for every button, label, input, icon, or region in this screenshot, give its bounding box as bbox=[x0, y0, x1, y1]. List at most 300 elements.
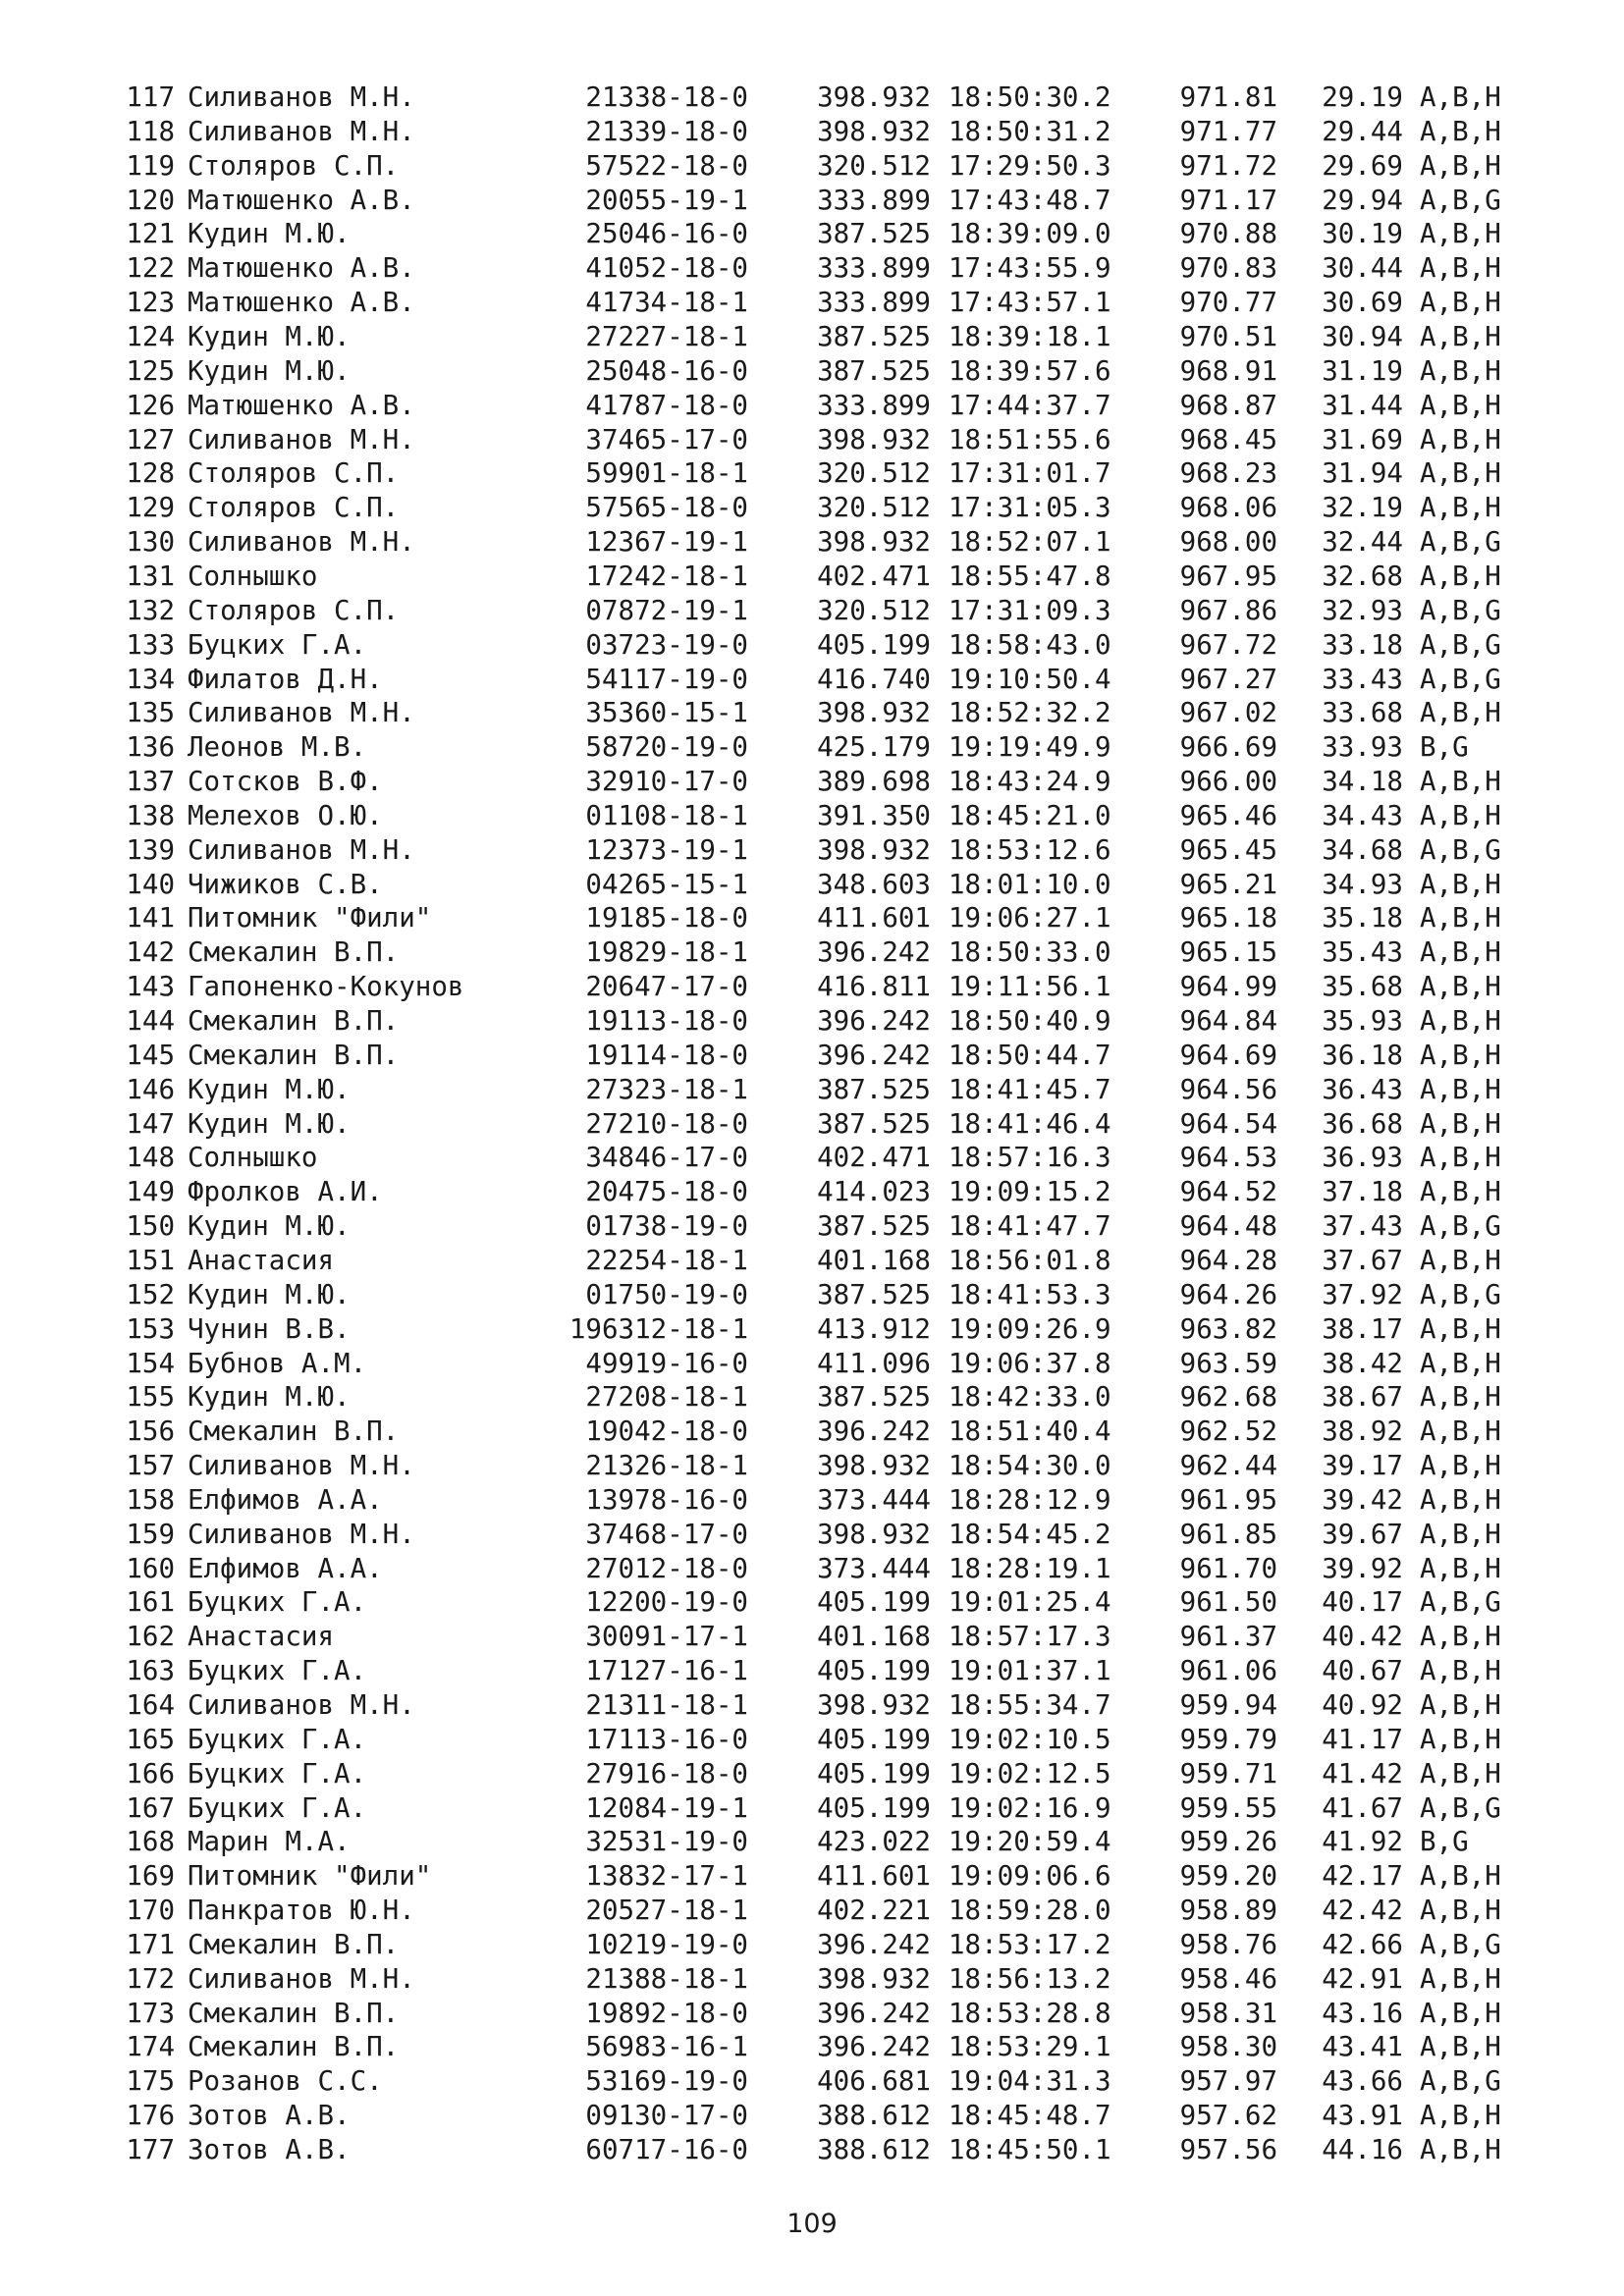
speed: 964.48 bbox=[1179, 1210, 1277, 1242]
speed: 966.69 bbox=[1179, 731, 1277, 764]
row-number: 126 bbox=[126, 389, 175, 421]
arrival-time: 17:44:37.7 bbox=[948, 389, 1111, 421]
arrival-time: 17:29:50.3 bbox=[948, 149, 1111, 182]
participant-name: Елфимов А.А. bbox=[188, 1552, 383, 1584]
speed: 959.26 bbox=[1179, 1826, 1277, 1858]
arrival-time: 18:39:18.1 bbox=[948, 321, 1111, 352]
points: 38.67 bbox=[1322, 1381, 1403, 1414]
points: 31.94 bbox=[1322, 457, 1403, 490]
ring-number: 09130-17-0 bbox=[585, 2100, 748, 2132]
speed: 958.31 bbox=[1179, 1997, 1277, 2029]
speed: 965.46 bbox=[1179, 799, 1277, 831]
points: 36.18 bbox=[1322, 1039, 1403, 1071]
points: 32.19 bbox=[1322, 492, 1403, 524]
speed: 959.94 bbox=[1179, 1689, 1277, 1721]
distance: 333.899 bbox=[817, 389, 931, 421]
participant-name: Зотов А.В. bbox=[188, 2100, 351, 2132]
distance: 398.932 bbox=[817, 81, 931, 113]
categories: A,B,G bbox=[1420, 663, 1501, 695]
participant-name: Кудин М.Ю. bbox=[188, 1073, 351, 1105]
participant-name: Силиванов М.Н. bbox=[188, 833, 415, 866]
row-number: 139 bbox=[126, 833, 175, 866]
participant-name: Смекалин В.П. bbox=[188, 1415, 400, 1448]
table-row bbox=[0, 1757, 1624, 1791]
ring-number: 35360-15-1 bbox=[585, 697, 748, 729]
arrival-time: 19:06:27.1 bbox=[948, 902, 1111, 934]
table-row bbox=[0, 1654, 1624, 1688]
arrival-time: 19:11:56.1 bbox=[948, 971, 1111, 1003]
participant-name: Фролков А.И. bbox=[188, 1176, 383, 1208]
arrival-time: 18:53:29.1 bbox=[948, 2031, 1111, 2063]
arrival-time: 19:02:12.5 bbox=[948, 1757, 1111, 1789]
categories: A,B,H bbox=[1420, 1381, 1501, 1414]
ring-number: 25046-16-0 bbox=[585, 218, 748, 250]
table-row bbox=[0, 935, 1624, 970]
categories: A,B,H bbox=[1420, 2100, 1501, 2132]
participant-name: Панкратов Ю.Н. bbox=[188, 1895, 415, 1927]
speed: 957.56 bbox=[1179, 2134, 1277, 2165]
speed: 966.00 bbox=[1179, 766, 1277, 797]
arrival-time: 18:45:50.1 bbox=[948, 2134, 1111, 2165]
table-row bbox=[0, 765, 1624, 799]
table-row bbox=[0, 594, 1624, 628]
categories: A,B,H bbox=[1420, 2031, 1501, 2063]
participant-name: Елфимов А.А. bbox=[188, 1483, 383, 1516]
speed: 968.91 bbox=[1179, 354, 1277, 387]
ring-number: 19892-18-0 bbox=[585, 1997, 748, 2029]
arrival-time: 18:42:33.0 bbox=[948, 1381, 1111, 1414]
table-row bbox=[0, 1483, 1624, 1518]
participant-name: Чижиков С.В. bbox=[188, 868, 383, 900]
points: 42.91 bbox=[1322, 1962, 1403, 1995]
categories: A,B,H bbox=[1420, 1518, 1501, 1550]
row-number: 138 bbox=[126, 799, 175, 831]
page-number: 109 bbox=[786, 2209, 838, 2239]
speed: 964.28 bbox=[1179, 1244, 1277, 1276]
points: 39.17 bbox=[1322, 1450, 1403, 1481]
categories: A,B,H bbox=[1420, 697, 1501, 729]
table-row bbox=[0, 799, 1624, 833]
participant-name: Буцких Г.А. bbox=[188, 1655, 367, 1687]
points: 41.42 bbox=[1322, 1757, 1403, 1789]
points: 40.42 bbox=[1322, 1621, 1403, 1653]
categories: A,B,G bbox=[1420, 1210, 1501, 1242]
arrival-time: 18:53:28.8 bbox=[948, 1997, 1111, 2029]
points: 38.42 bbox=[1322, 1347, 1403, 1379]
ring-number: 20527-18-1 bbox=[585, 1895, 748, 1927]
table-row bbox=[0, 1380, 1624, 1415]
points: 34.93 bbox=[1322, 868, 1403, 900]
distance: 411.601 bbox=[817, 902, 931, 934]
distance: 320.512 bbox=[817, 492, 931, 524]
arrival-time: 18:51:55.6 bbox=[948, 423, 1111, 455]
speed: 961.95 bbox=[1179, 1483, 1277, 1516]
participant-name: Буцких Г.А. bbox=[188, 1586, 367, 1619]
row-number: 122 bbox=[126, 252, 175, 285]
speed: 970.83 bbox=[1179, 252, 1277, 285]
row-number: 174 bbox=[126, 2031, 175, 2063]
ring-number: 20647-17-0 bbox=[585, 971, 748, 1003]
ring-number: 30091-17-1 bbox=[585, 1621, 748, 1653]
categories: A,B,H bbox=[1420, 936, 1501, 969]
table-row bbox=[0, 1894, 1624, 1928]
ring-number: 32910-17-0 bbox=[585, 766, 748, 797]
participant-name: Гапоненко-Кокунов bbox=[188, 971, 464, 1003]
speed: 963.59 bbox=[1179, 1347, 1277, 1379]
points: 43.91 bbox=[1322, 2100, 1403, 2132]
distance: 401.168 bbox=[817, 1244, 931, 1276]
table-row bbox=[0, 2133, 1624, 2167]
speed: 964.52 bbox=[1179, 1176, 1277, 1208]
categories: A,B,H bbox=[1420, 287, 1501, 319]
row-number: 153 bbox=[126, 1312, 175, 1345]
points: 41.17 bbox=[1322, 1723, 1403, 1755]
row-number: 149 bbox=[126, 1176, 175, 1208]
arrival-time: 18:41:46.4 bbox=[948, 1107, 1111, 1140]
table-row bbox=[0, 1585, 1624, 1620]
categories: A,B,G bbox=[1420, 594, 1501, 626]
ring-number: 32531-19-0 bbox=[585, 1826, 748, 1858]
ring-number: 20055-19-1 bbox=[585, 184, 748, 216]
arrival-time: 17:43:48.7 bbox=[948, 184, 1111, 216]
categories: A,B,H bbox=[1420, 1962, 1501, 1995]
table-row bbox=[0, 560, 1624, 594]
ring-number: 27916-18-0 bbox=[585, 1757, 748, 1789]
row-number: 146 bbox=[126, 1073, 175, 1105]
distance: 405.199 bbox=[817, 1791, 931, 1824]
ring-number: 27323-18-1 bbox=[585, 1073, 748, 1105]
ring-number: 21339-18-0 bbox=[585, 115, 748, 147]
ring-number: 58720-19-0 bbox=[585, 731, 748, 764]
distance: 398.932 bbox=[817, 423, 931, 455]
ring-number: 19185-18-0 bbox=[585, 902, 748, 934]
arrival-time: 18:56:01.8 bbox=[948, 1244, 1111, 1276]
ring-number: 49919-16-0 bbox=[585, 1347, 748, 1379]
participant-name: Силиванов М.Н. bbox=[188, 81, 415, 113]
participant-name: Кудин М.Ю. bbox=[188, 218, 351, 250]
arrival-time: 18:52:32.2 bbox=[948, 697, 1111, 729]
arrival-time: 18:57:16.3 bbox=[948, 1142, 1111, 1174]
categories: A,B,G bbox=[1420, 526, 1501, 558]
table-row bbox=[0, 217, 1624, 251]
distance: 411.601 bbox=[817, 1860, 931, 1893]
row-number: 133 bbox=[126, 628, 175, 661]
categories: A,B,H bbox=[1420, 1689, 1501, 1721]
ring-number: 25048-16-0 bbox=[585, 354, 748, 387]
distance: 387.525 bbox=[817, 218, 931, 250]
distance: 388.612 bbox=[817, 2100, 931, 2132]
ring-number: 12084-19-1 bbox=[585, 1791, 748, 1824]
points: 40.92 bbox=[1322, 1689, 1403, 1721]
categories: A,B,H bbox=[1420, 902, 1501, 934]
ring-number: 19114-18-0 bbox=[585, 1039, 748, 1071]
arrival-time: 18:01:10.0 bbox=[948, 868, 1111, 900]
ring-number: 21311-18-1 bbox=[585, 1689, 748, 1721]
table-row bbox=[0, 491, 1624, 525]
participant-name: Леонов М.В. bbox=[188, 731, 367, 764]
ring-number: 37465-17-0 bbox=[585, 423, 748, 455]
table-row bbox=[0, 1688, 1624, 1723]
row-number: 123 bbox=[126, 287, 175, 319]
points: 42.17 bbox=[1322, 1860, 1403, 1893]
table-row bbox=[0, 149, 1624, 184]
distance: 387.525 bbox=[817, 1107, 931, 1140]
ring-number: 22254-18-1 bbox=[585, 1244, 748, 1276]
participant-name: Буцких Г.А. bbox=[188, 628, 367, 661]
table-row bbox=[0, 1244, 1624, 1278]
arrival-time: 18:51:40.4 bbox=[948, 1415, 1111, 1448]
row-number: 137 bbox=[126, 766, 175, 797]
points: 33.68 bbox=[1322, 697, 1403, 729]
arrival-time: 18:59:28.0 bbox=[948, 1895, 1111, 1927]
categories: A,B,H bbox=[1420, 1621, 1501, 1653]
arrival-time: 18:55:34.7 bbox=[948, 1689, 1111, 1721]
row-number: 169 bbox=[126, 1860, 175, 1893]
ring-number: 10219-19-0 bbox=[585, 1928, 748, 1960]
distance: 425.179 bbox=[817, 731, 931, 764]
table-row bbox=[0, 80, 1624, 115]
row-number: 166 bbox=[126, 1757, 175, 1789]
distance: 423.022 bbox=[817, 1826, 931, 1858]
participant-name: Марин М.А. bbox=[188, 1826, 351, 1858]
categories: A,B,H bbox=[1420, 1483, 1501, 1516]
arrival-time: 19:09:15.2 bbox=[948, 1176, 1111, 1208]
points: 31.69 bbox=[1322, 423, 1403, 455]
categories: A,B,G bbox=[1420, 1586, 1501, 1619]
arrival-time: 18:54:30.0 bbox=[948, 1450, 1111, 1481]
participant-name: Розанов С.С. bbox=[188, 2065, 383, 2098]
categories: A,B,H bbox=[1420, 1039, 1501, 1071]
ring-number: 57565-18-0 bbox=[585, 492, 748, 524]
participant-name: Питомник "Фили" bbox=[188, 1860, 432, 1893]
categories: A,B,H bbox=[1420, 1450, 1501, 1481]
categories: A,B,H bbox=[1420, 1895, 1501, 1927]
speed: 964.53 bbox=[1179, 1142, 1277, 1174]
row-number: 130 bbox=[126, 526, 175, 558]
categories: A,B,H bbox=[1420, 1176, 1501, 1208]
distance: 405.199 bbox=[817, 1757, 931, 1789]
participant-name: Смекалин В.П. bbox=[188, 1997, 400, 2029]
table-row bbox=[0, 423, 1624, 457]
table-row bbox=[0, 286, 1624, 320]
row-number: 158 bbox=[126, 1483, 175, 1516]
participant-name: Питомник "Фили" bbox=[188, 902, 432, 934]
table-row bbox=[0, 1997, 1624, 2031]
speed: 970.77 bbox=[1179, 287, 1277, 319]
row-number: 165 bbox=[126, 1723, 175, 1755]
points: 41.92 bbox=[1322, 1826, 1403, 1858]
table-row bbox=[0, 1312, 1624, 1347]
arrival-time: 19:01:37.1 bbox=[948, 1655, 1111, 1687]
row-number: 134 bbox=[126, 663, 175, 695]
categories: A,B,H bbox=[1420, 252, 1501, 285]
table-row bbox=[0, 868, 1624, 902]
row-number: 121 bbox=[126, 218, 175, 250]
distance: 398.932 bbox=[817, 526, 931, 558]
row-number: 172 bbox=[126, 1962, 175, 1995]
distance: 398.932 bbox=[817, 697, 931, 729]
speed: 961.50 bbox=[1179, 1586, 1277, 1619]
categories: A,B,H bbox=[1420, 1142, 1501, 1174]
distance: 405.199 bbox=[817, 628, 931, 661]
distance: 387.525 bbox=[817, 1278, 931, 1310]
participant-name: Силиванов М.Н. bbox=[188, 1689, 415, 1721]
arrival-time: 19:01:25.4 bbox=[948, 1586, 1111, 1619]
points: 35.68 bbox=[1322, 971, 1403, 1003]
speed: 965.18 bbox=[1179, 902, 1277, 934]
speed: 967.72 bbox=[1179, 628, 1277, 661]
ring-number: 21338-18-0 bbox=[585, 81, 748, 113]
ring-number: 27227-18-1 bbox=[585, 321, 748, 352]
table-row bbox=[0, 1141, 1624, 1175]
distance: 388.612 bbox=[817, 2134, 931, 2165]
ring-number: 12200-19-0 bbox=[585, 1586, 748, 1619]
arrival-time: 18:50:40.9 bbox=[948, 1005, 1111, 1037]
participant-name: Кудин М.Ю. bbox=[188, 321, 351, 352]
row-number: 160 bbox=[126, 1552, 175, 1584]
table-row bbox=[0, 1552, 1624, 1586]
points: 38.92 bbox=[1322, 1415, 1403, 1448]
row-number: 129 bbox=[126, 492, 175, 524]
speed: 968.23 bbox=[1179, 457, 1277, 490]
points: 41.67 bbox=[1322, 1791, 1403, 1824]
ring-number: 17113-16-0 bbox=[585, 1723, 748, 1755]
speed: 962.68 bbox=[1179, 1381, 1277, 1414]
row-number: 156 bbox=[126, 1415, 175, 1448]
arrival-time: 17:31:05.3 bbox=[948, 492, 1111, 524]
points: 40.67 bbox=[1322, 1655, 1403, 1687]
categories: A,B,G bbox=[1420, 1278, 1501, 1310]
table-row bbox=[0, 628, 1624, 663]
categories: A,B,H bbox=[1420, 1312, 1501, 1345]
arrival-time: 18:41:45.7 bbox=[948, 1073, 1111, 1105]
table-row bbox=[0, 2030, 1624, 2064]
speed: 961.37 bbox=[1179, 1621, 1277, 1653]
participant-name: Матюшенко А.В. bbox=[188, 389, 415, 421]
arrival-time: 18:56:13.2 bbox=[948, 1962, 1111, 1995]
row-number: 120 bbox=[126, 184, 175, 216]
arrival-time: 18:50:30.2 bbox=[948, 81, 1111, 113]
ring-number: 57522-18-0 bbox=[585, 149, 748, 182]
participant-name: Анастасия bbox=[188, 1244, 335, 1276]
distance: 416.811 bbox=[817, 971, 931, 1003]
row-number: 142 bbox=[126, 936, 175, 969]
categories: A,B,H bbox=[1420, 1723, 1501, 1755]
arrival-time: 18:58:43.0 bbox=[948, 628, 1111, 661]
points: 32.68 bbox=[1322, 560, 1403, 592]
row-number: 140 bbox=[126, 868, 175, 900]
categories: A,B,G bbox=[1420, 833, 1501, 866]
speed: 971.72 bbox=[1179, 149, 1277, 182]
categories: A,B,H bbox=[1420, 1347, 1501, 1379]
distance: 333.899 bbox=[817, 184, 931, 216]
row-number: 163 bbox=[126, 1655, 175, 1687]
speed: 959.79 bbox=[1179, 1723, 1277, 1755]
table-row bbox=[0, 1928, 1624, 1962]
ring-number: 27210-18-0 bbox=[585, 1107, 748, 1140]
categories: A,B,H bbox=[1420, 457, 1501, 490]
arrival-time: 17:31:09.3 bbox=[948, 594, 1111, 626]
ring-number: 59901-18-1 bbox=[585, 457, 748, 490]
categories: B,G bbox=[1420, 731, 1469, 764]
speed: 957.62 bbox=[1179, 2100, 1277, 2132]
points: 42.42 bbox=[1322, 1895, 1403, 1927]
participant-name: Силиванов М.Н. bbox=[188, 1518, 415, 1550]
points: 34.68 bbox=[1322, 833, 1403, 866]
participant-name: Кудин М.Ю. bbox=[188, 1278, 351, 1310]
participant-name: Силиванов М.Н. bbox=[188, 697, 415, 729]
arrival-time: 18:45:21.0 bbox=[948, 799, 1111, 831]
arrival-time: 19:02:16.9 bbox=[948, 1791, 1111, 1824]
participant-name: Смекалин В.П. bbox=[188, 936, 400, 969]
speed: 967.02 bbox=[1179, 697, 1277, 729]
participant-name: Смекалин В.П. bbox=[188, 1039, 400, 1071]
arrival-time: 18:28:12.9 bbox=[948, 1483, 1111, 1516]
table-row bbox=[0, 1415, 1624, 1449]
table-row bbox=[0, 1449, 1624, 1483]
categories: A,B,H bbox=[1420, 868, 1501, 900]
ring-number: 13832-17-1 bbox=[585, 1860, 748, 1893]
arrival-time: 19:09:06.6 bbox=[948, 1860, 1111, 1893]
ring-number: 37468-17-0 bbox=[585, 1518, 748, 1550]
arrival-time: 18:28:19.1 bbox=[948, 1552, 1111, 1584]
distance: 387.525 bbox=[817, 354, 931, 387]
participant-name: Смекалин В.П. bbox=[188, 1005, 400, 1037]
row-number: 168 bbox=[126, 1826, 175, 1858]
arrival-time: 17:43:55.9 bbox=[948, 252, 1111, 285]
points: 44.16 bbox=[1322, 2134, 1403, 2165]
table-row bbox=[0, 833, 1624, 868]
points: 43.66 bbox=[1322, 2065, 1403, 2098]
ring-number: 27012-18-0 bbox=[585, 1552, 748, 1584]
table-row bbox=[0, 115, 1624, 149]
distance: 396.242 bbox=[817, 1039, 931, 1071]
distance: 398.932 bbox=[817, 1689, 931, 1721]
speed: 958.89 bbox=[1179, 1895, 1277, 1927]
ring-number: 21388-18-1 bbox=[585, 1962, 748, 1995]
ring-number: 196312-18-1 bbox=[568, 1312, 748, 1345]
points: 37.92 bbox=[1322, 1278, 1403, 1310]
table-row bbox=[0, 663, 1624, 697]
row-number: 118 bbox=[126, 115, 175, 147]
categories: A,B,H bbox=[1420, 218, 1501, 250]
row-number: 132 bbox=[126, 594, 175, 626]
participant-name: Анастасия bbox=[188, 1621, 335, 1653]
table-row bbox=[0, 1175, 1624, 1209]
distance: 389.698 bbox=[817, 766, 931, 797]
distance: 333.899 bbox=[817, 252, 931, 285]
table-row bbox=[0, 696, 1624, 730]
points: 32.44 bbox=[1322, 526, 1403, 558]
points: 37.43 bbox=[1322, 1210, 1403, 1242]
ring-number: 17127-16-1 bbox=[585, 1655, 748, 1687]
categories: A,B,H bbox=[1420, 321, 1501, 352]
points: 33.93 bbox=[1322, 731, 1403, 764]
row-number: 152 bbox=[126, 1278, 175, 1310]
ring-number: 04265-15-1 bbox=[585, 868, 748, 900]
distance: 396.242 bbox=[817, 1928, 931, 1960]
row-number: 162 bbox=[126, 1621, 175, 1653]
row-number: 141 bbox=[126, 902, 175, 934]
points: 30.44 bbox=[1322, 252, 1403, 285]
table-row bbox=[0, 1791, 1624, 1826]
distance: 405.199 bbox=[817, 1586, 931, 1619]
speed: 965.21 bbox=[1179, 868, 1277, 900]
arrival-time: 18:53:17.2 bbox=[948, 1928, 1111, 1960]
speed: 967.27 bbox=[1179, 663, 1277, 695]
points: 33.18 bbox=[1322, 628, 1403, 661]
categories: A,B,G bbox=[1420, 184, 1501, 216]
